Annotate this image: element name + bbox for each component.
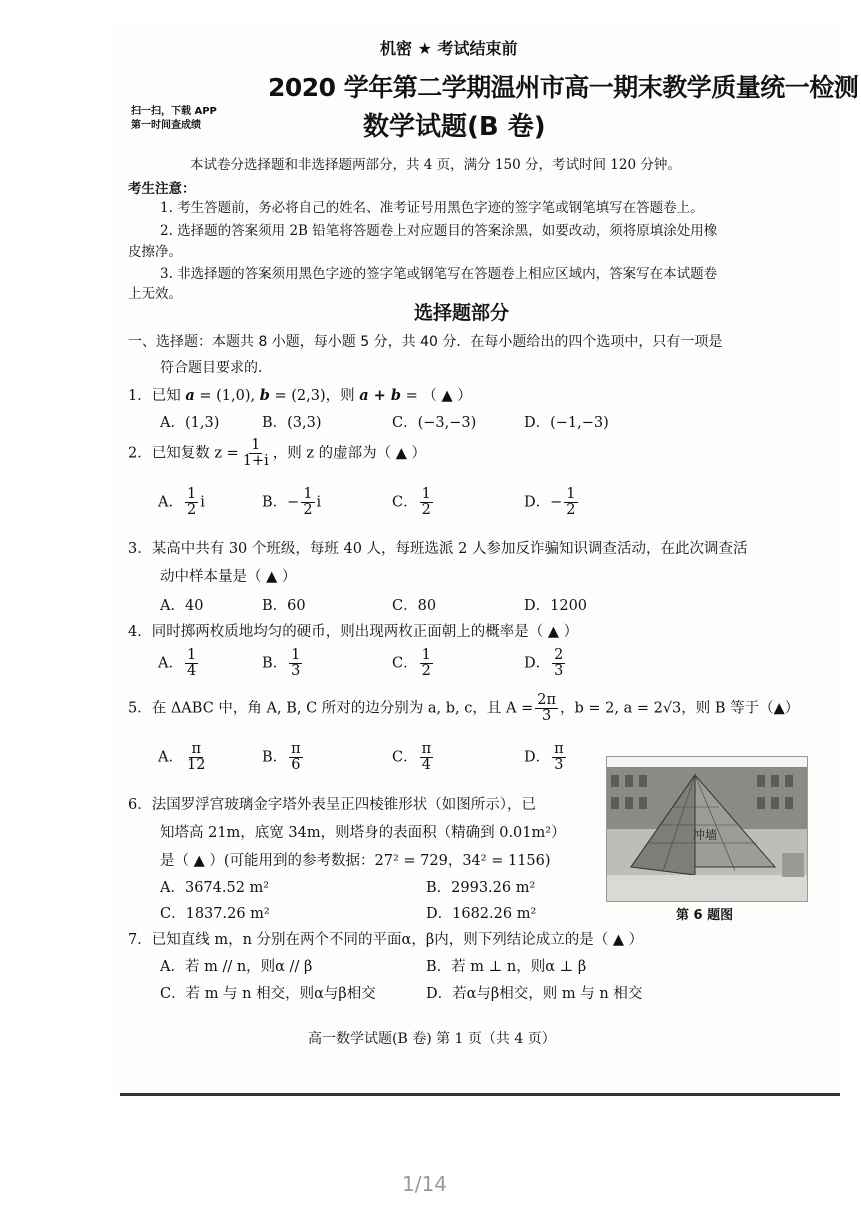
q6-option-c: C．1837.26 m²: [160, 906, 270, 922]
q2-d-den: 2: [566, 502, 576, 519]
q4-d-frac: [552, 648, 565, 679]
q1-num: 1．: [128, 388, 152, 404]
q5-d-den: 3: [554, 757, 564, 774]
q4-d-label: D．: [524, 655, 551, 672]
q5-c-frac: [420, 742, 434, 773]
q4-a-num: 1: [186, 647, 197, 663]
q2-b-suffix: i: [316, 494, 322, 511]
page-footer: 高一数学试题(B 卷) 第 1 页（共 4 页）: [308, 1031, 556, 1047]
q5-a-label: A．: [158, 749, 183, 766]
q6-option-b: B．2993.26 m²: [426, 880, 536, 896]
q2-d-frac: [564, 487, 577, 518]
q1-eq1: = (1,0),: [194, 388, 260, 404]
page-indicator: 1/14: [402, 1172, 447, 1196]
q5-option-c: [392, 742, 435, 773]
q5-b-den: 6: [291, 757, 301, 774]
q4-c-num: 1: [421, 647, 431, 663]
q7-option-c: C．若 m 与 n 相交，则α与β相交: [160, 986, 376, 1002]
q4-option-b: [262, 648, 304, 679]
question-5: [128, 693, 799, 724]
q1-option-b: B．(3,3): [262, 415, 322, 431]
q5-b-label: B．: [262, 749, 288, 766]
q2-b-label: B．−: [262, 494, 300, 511]
question-2: [128, 438, 426, 469]
q4-c-label: C．: [392, 655, 418, 672]
question-6-cont1: 知塔高 21m，底宽 34m，则塔身的表面积（精确到 0.01m²）: [160, 825, 566, 841]
note-2: 2. 选择题的答案须用 2B 铅笔将答题卷上对应题目的答案涂黑，如要改动，须将原填涂处用橡: [160, 223, 718, 239]
q1-vec-a: a: [185, 387, 195, 404]
louvre-pyramid-illustration: [607, 757, 807, 901]
q5-c-label: C．: [392, 749, 418, 766]
part1-instructions-cont: 符合题目要求的．: [160, 360, 272, 376]
q2-a-den: 2: [186, 502, 197, 519]
q5-d-label: D．: [524, 749, 551, 766]
intro-text: 本试卷分选择题和非选择题两部分，共 4 页，满分 150 分，考试时间 120 分钟。: [190, 157, 681, 173]
q2-a-num: 1: [186, 486, 197, 502]
q1-post: = （ ▲ ）: [401, 388, 472, 404]
figure-caption: 第 6 题图: [676, 908, 734, 923]
q2-b-num: 1: [303, 486, 313, 502]
q5-a-frac: [185, 742, 207, 773]
note-3: 3. 非选择题的答案须用黑色字迹的签字笔或钢笔写在答题卷上相应区域内，答案写在本试题卷: [160, 266, 718, 282]
q4-option-c: [392, 648, 435, 679]
question-4: 4．同时掷两枚质地均匀的硬币，则出现两枚正面朝上的概率是（ ▲ ）: [128, 624, 579, 640]
q2-option-d: [524, 487, 580, 518]
q5-a-den: 12: [186, 757, 206, 774]
q1-vec-b: b: [259, 387, 270, 404]
q4-a-frac: [185, 648, 198, 679]
q7-option-d: D．若α与β相交，则 m 与 n 相交: [426, 986, 643, 1002]
q2-option-b: [262, 487, 321, 518]
q2-a-label: A．: [158, 494, 183, 511]
q2-c-frac: [420, 487, 433, 518]
scan-note-line2: 第一时间查成绩: [131, 120, 201, 131]
q6-option-d: D．1682.26 m²: [426, 906, 537, 922]
q6-option-a: A．3674.52 m²: [160, 880, 270, 896]
q1-sum: a + b: [359, 387, 401, 404]
q1-option-c: C．(−3,−3): [392, 415, 477, 431]
exam-title: 2020 学年第二学期温州市高一期末教学质量统一检测: [268, 73, 859, 102]
q4-c-frac: [420, 648, 433, 679]
notes-heading: 考生注意：: [128, 181, 196, 197]
confidential-label: 机密 ★ 考试结束前: [380, 39, 518, 58]
question-6: 6．法国罗浮宫玻璃金字塔外表呈正四棱锥形状（如图所示），已: [128, 797, 536, 813]
q4-a-den: 4: [186, 663, 197, 680]
q2-a-suffix: i: [200, 494, 205, 511]
q5-stem-a: 5．在 ΔABC 中，角 A, B, C 所对的边分别为 a, b, c，且 A =: [128, 700, 534, 717]
q7-option-a: A．若 m // n，则α // β: [160, 959, 313, 975]
q2-c-den: 2: [421, 502, 431, 519]
q2-option-a: [158, 487, 205, 518]
exam-subtitle: 数学试题(B 卷): [363, 112, 546, 142]
q4-c-den: 2: [421, 663, 431, 680]
scan-note-line1: 扫一扫，下载 APP: [131, 106, 217, 117]
question-1: [128, 384, 472, 405]
q3-option-a: A．40: [160, 598, 204, 614]
photo-overlay-text: 冲墙: [693, 828, 718, 842]
q4-b-frac: [289, 648, 302, 679]
q2-c-label: C．: [392, 494, 418, 511]
q1-pre: 已知: [151, 388, 186, 404]
note-2-cont: 皮擦净。: [128, 244, 182, 260]
q2-fraction: [241, 438, 271, 469]
q1-option-a: A．(1,3): [160, 415, 220, 431]
q5-a-num: π: [191, 741, 201, 757]
q2-stem-b: ，则 z 的虚部为（ ▲ ）: [272, 445, 426, 462]
q2-frac-den: 1+i: [242, 453, 269, 470]
q5-fraction: [535, 693, 558, 724]
q2-d-label: D．−: [524, 494, 563, 511]
question-6-cont2: 是（ ▲ ）(可能用到的参考数据：27² = 729，34² = 1156): [160, 853, 551, 869]
q2-b-den: 2: [303, 502, 313, 519]
q5-frac-num: 2π: [537, 692, 556, 708]
q2-c-num: 1: [421, 486, 431, 502]
q4-option-d: [524, 648, 567, 679]
scan-note: [131, 105, 217, 133]
q5-d-num: π: [554, 741, 564, 757]
q5-b-num: π: [291, 741, 301, 757]
q2-a-frac: [185, 487, 198, 518]
q5-c-num: π: [421, 741, 432, 757]
q2-frac-num: 1: [251, 437, 261, 453]
note-1: 1. 考生答题前，务必将自己的姓名、准考证号用黑色字迹的签字笔或钢笔填写在答题卷上。: [160, 200, 704, 216]
q2-stem-a: 2．已知复数 z =: [128, 445, 239, 462]
q3-option-b: B．60: [262, 598, 306, 614]
question-7: 7．已知直线 m，n 分别在两个不同的平面α，β内，则下列结论成立的是（ ▲ ）: [128, 932, 644, 948]
q4-option-a: [158, 648, 200, 679]
q5-option-d: [524, 742, 568, 773]
louvre-pyramid-photo: [606, 756, 808, 902]
q4-b-label: B．: [262, 655, 288, 672]
q2-option-c: [392, 487, 435, 518]
q4-b-num: 1: [291, 647, 301, 663]
question-3: 3．某高中共有 30 个班级，每班 40 人，每班选派 2 人参加反诈骗知识调查活动，在此次调查活: [128, 541, 748, 557]
q2-b-frac: [301, 487, 314, 518]
q5-d-frac: [552, 742, 566, 773]
q1-option-d: D．(−1,−3): [524, 415, 609, 431]
q5-frac-den: 3: [541, 708, 552, 725]
q4-a-label: A．: [158, 655, 183, 672]
note-3-cont: 上无效。: [128, 286, 182, 302]
q3-option-c: C．80: [392, 598, 437, 614]
q2-d-num: 1: [566, 486, 576, 502]
q7-option-b: B．若 m ⊥ n，则α ⊥ β: [426, 959, 587, 975]
q4-d-num: 2: [554, 647, 564, 663]
q3-option-d: D．1200: [524, 598, 588, 614]
paper-edge: [120, 1093, 840, 1096]
q1-eq2: = (2,3)，则: [269, 388, 360, 404]
question-3-cont: 动中样本量是（ ▲ ）: [160, 569, 297, 585]
q5-c-den: 4: [421, 757, 431, 774]
q5-option-b: [262, 742, 305, 773]
part1-instructions: 一、选择题：本题共 8 小题，每小题 5 分，共 40 分．在每小题给出的四个选项中，只有一项是: [128, 334, 723, 350]
section-title: 选择题部分: [414, 302, 510, 324]
q4-b-den: 3: [291, 663, 301, 680]
q5-option-a: [158, 742, 209, 773]
q5-stem-b: ，b = 2, a = 2√3，则 B 等于（▲）: [559, 700, 800, 717]
q5-b-frac: [289, 742, 303, 773]
q4-d-den: 3: [554, 663, 564, 680]
